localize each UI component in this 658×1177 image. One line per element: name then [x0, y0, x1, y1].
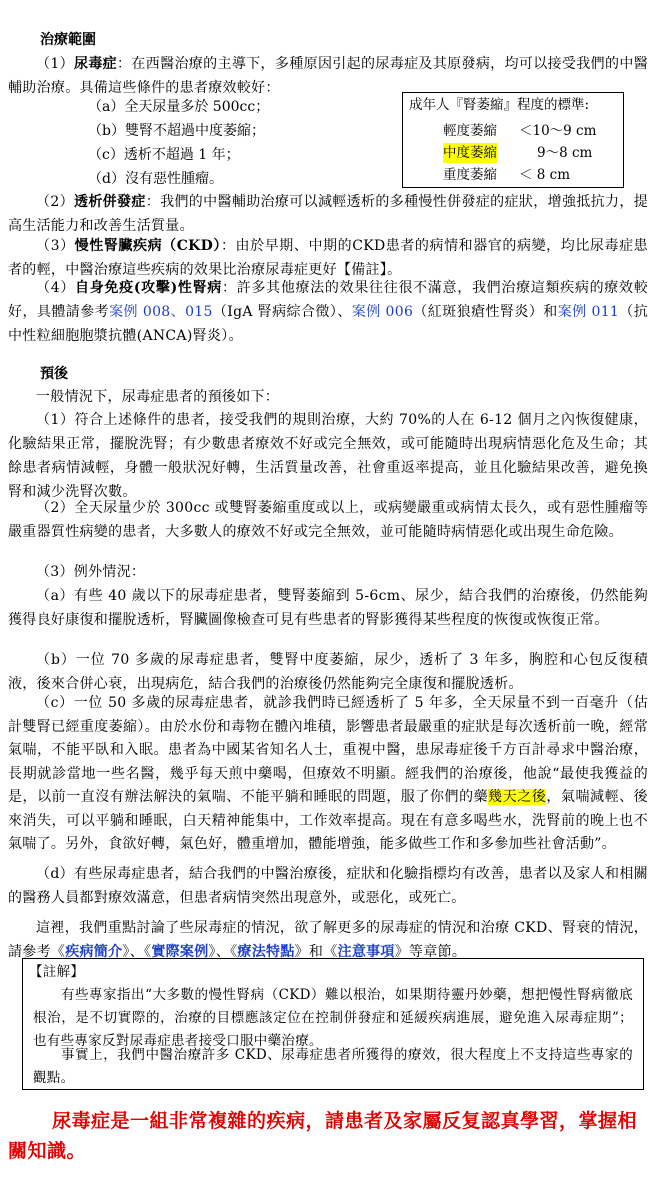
section-heading-treatment: 治療範圍 [40, 32, 96, 48]
note-box [22, 958, 644, 1090]
prognosis-item-1: （1）符合上述條件的患者，接受我們的規則治療，大約 70%的人在 6-12 個月之內恢復健康，化驗結果正常，擺脫洗腎；有少數患者療效不好或完全無效，或可能隨時出現病情惡化危及生命；其餘患者病情減輕，身體一般狀況好轉，生活質量改善，社會重返率提高，並且化驗結果改善，避免換腎和減少洗腎次數。 [8, 412, 648, 500]
case-link-011[interactable]: 案例 011 [557, 304, 620, 320]
note-title: 【註解】 [29, 964, 85, 980]
exception-d: （d）有些尿毒症患者，結合我們的中醫治療後，症狀和化驗指標均有改善，患者以及家人和相關的醫務人員都對療效滿意，但患者病情突然出現意外，或惡化，或死亡。 [8, 866, 648, 906]
atrophy-row-moderate-label: 中度萎縮 [443, 145, 497, 161]
summary-paragraph: 這裡，我們重點討論了些尿毒症的情況，欲了解更多的尿毒症的情況和治療 CKD、腎衰的情況，請參考《疾病簡介》、《實際案例》、《療法特點》和《注意事項》等章節。 [8, 920, 648, 960]
treatment-item-3: （3）慢性腎臟疾病（CKD）：由於早期、中期的CKD患者的病情和器官的病變，均比尿毒症患者的輕，中醫治療這些疾病的效果比治療尿毒症更好【備註】。 [8, 238, 648, 278]
treatment-item-4: （4）自身免疫(攻擊)性腎病：許多其他療法的效果往往很不滿意，我們治療這類疾病的療效較好，具體請參考案例 008、015（IgA 腎病綜合徵）、案例 006（紅斑狼瘡性腎炎）和案例 011（抗中性粒細胞胞漿抗體(ANCA)腎炎）。 [8, 280, 649, 344]
atrophy-row-severe-value: ＜ 8 cm [519, 167, 571, 183]
atrophy-standard-box [402, 92, 624, 188]
condition-b: （b）雙腎不超過中度萎縮； [88, 123, 265, 139]
closing-reminder: 尿毒症是一組非常複雜的疾病，請患者及家屬反复認真學習，掌握相關知識。 [8, 1110, 638, 1162]
link-actual-cases[interactable]: 實際案例 [151, 944, 209, 960]
atrophy-row-severe-label: 重度萎縮 [443, 167, 497, 183]
condition-a: （a）全天尿量多於 500cc； [88, 99, 270, 115]
link-disease-intro[interactable]: 疾病簡介 [65, 944, 123, 960]
prognosis-item-2: （2）全天尿量少於 300cc 或雙腎萎縮重度或以上，或病變嚴重或病情太長久，或有惡性腫瘤等嚴重器質性病變的患者，大多數人的療效不好或完全無效，並可能隨時病情惡化或出現生命危險。 [8, 500, 648, 540]
note-paragraph-1: 有些專家指出“大多數的慢性腎病（CKD）難以根治，如果期待靈丹妙藥，想把慢性腎病徹底根治，是不切實際的，治療的目標應該定位在控制併發症和延緩疾病進展，避免進入尿毒症期”；也有些專家反對尿毒症患者接受口服中藥治療。 [33, 987, 633, 1049]
atrophy-box-title: 成年人『腎萎縮』程度的標準: [409, 97, 590, 113]
link-therapy-features[interactable]: 療法特點 [237, 944, 295, 960]
condition-d: （d）沒有惡性腫瘤。 [88, 171, 223, 187]
prognosis-item-3: （3）例外情況： [36, 564, 146, 580]
note-paragraph-2: 事實上，我們中醫治療許多 CKD、尿毒症患者所獲得的療效，很大程度上不支持這些專家的觀點。 [33, 1047, 633, 1086]
case-link-006[interactable]: 案例 006 [351, 304, 414, 320]
atrophy-row-mild-value: ＜10～9 cm [519, 123, 597, 139]
atrophy-row-mild-label: 輕度萎縮 [443, 123, 497, 139]
section-heading-prognosis: 預後 [40, 366, 68, 382]
condition-c: （c）透析不超過 1 年； [88, 147, 240, 163]
treatment-item-1: （1）尿毒症：在西醫治療的主導下，多種原因引起的尿毒症及其原發病，均可以接受我們的中醫輔助治療。具備這些條件的患者療效較好： [8, 56, 648, 96]
case-link-008-015[interactable]: 案例 008、015 [109, 304, 213, 320]
treatment-item-2: （2）透析併發症：我們的中醫輔助治療可以減輕透析的多種慢性併發症的症狀，增強抵抗力，提高生活能力和改善生活質量。 [8, 194, 649, 234]
highlight-few-days: 幾天之後 [488, 789, 547, 805]
exception-a: （a）有些 40 歲以下的尿毒症患者，雙腎萎縮到 5-6cm、尿少，結合我們的治療後，仍然能夠獲得良好康復和擺脫透析，腎臟圖像檢查可見有些患者的腎影獲得某些程度的恢復或恢復正常。 [8, 588, 648, 628]
prognosis-intro: 一般情況下，尿毒症患者的預後如下： [36, 389, 280, 405]
exception-b: （b）一位 70 多歲的尿毒症患者，雙腎中度萎縮，尿少，透析了 3 年多，胸腔和心包反復積液，後來合併心衰，出現病危，結合我們的治療後仍然能夠完全康復和擺脫透析。 [8, 652, 648, 692]
exception-c: （c）一位 50 多歲的尿毒症患者，就診我們時已經透析了 5 年多，全天尿量不到一百毫升（估計雙腎已經重度萎縮）。由於水份和毒物在體內堆積，影響患者最嚴重的症狀是每次透析前一晚，經常氣喘，不能平臥和入眠。患者為中國某省知名人士，重視中醫，患尿毒症後千方百計尋求中醫治療，長期就診當地一些名醫，幾乎每天煎中藥喝，但療效不明顯。經我們的治療後，他說“最使我獲益的是，以前一直沒有辦法解決的氣喘、不能平躺和睡眠的問題，服了你們的藥幾天之後，氣喘減輕、後來消失，可以平躺和睡眠，白天精神能集中，工作效率提高。現在有意多喝些水，洗腎前的晚上也不氣喘了。另外，食欲好轉，氣色好，體重增加，體能增強，能多做些工作和多參加些社會活動”。 [8, 695, 648, 852]
atrophy-row-moderate-value: 9～8 cm [537, 145, 593, 161]
link-precautions[interactable]: 注意事項 [337, 944, 395, 960]
